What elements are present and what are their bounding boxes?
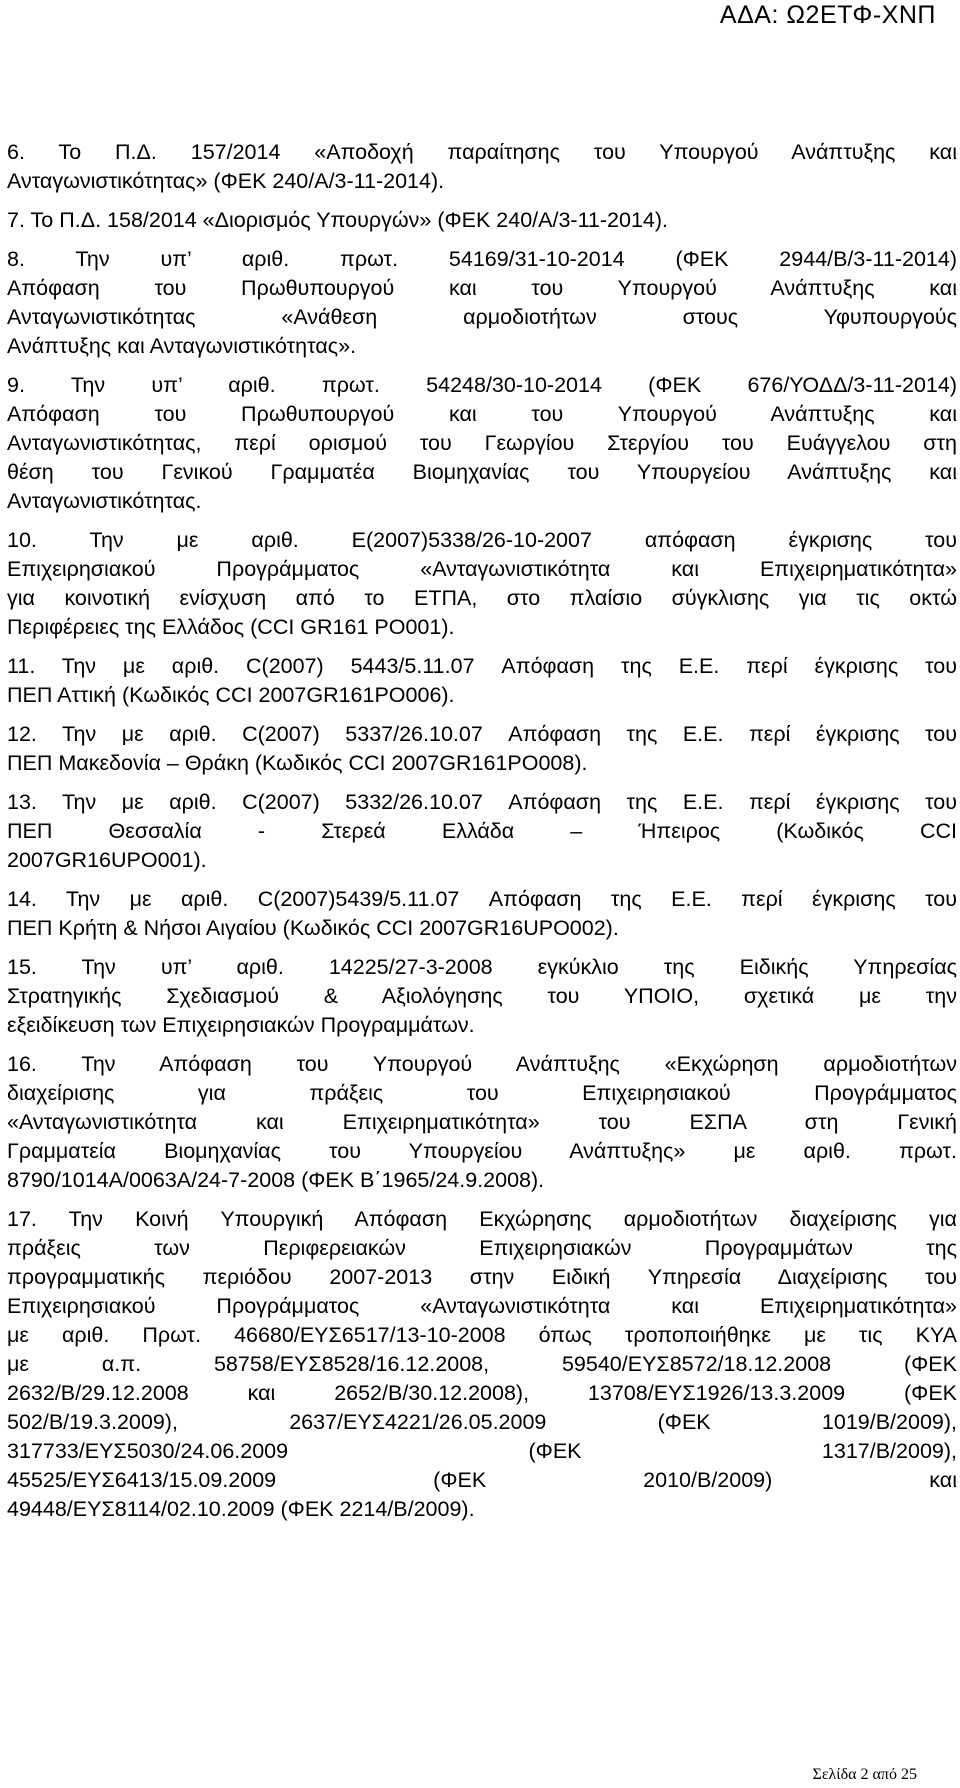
text-line: 17. Την Κοινή Υπουργική Απόφαση Εκχώρησης αρμοδιοτήτων διαχείρισης για [7, 1207, 957, 1231]
list-item [7, 953, 957, 1040]
list-item [7, 788, 957, 875]
text-line: θέση του Γενικού Γραμματέα Βιομηχανίας του Υπουργείου Ανάπτυξης και [7, 460, 957, 484]
text-line: Απόφαση του Πρωθυπουργού και του Υπουργού Ανάπτυξης και [7, 402, 957, 426]
text-line: 16. Την Απόφαση του Υπουργού Ανάπτυξης «Εκχώρηση αρμοδιοτήτων [7, 1052, 957, 1076]
text-line: Στρατηγικής Σχεδιασμού & Αξιολόγησης του ΥΠΟΙΟ, σχετικά με την [7, 984, 957, 1008]
document-body [7, 138, 957, 1534]
text-line: ΠΕΠ Μακεδονία – Θράκη (Κωδικός CCI 2007GR161PO008). [7, 751, 588, 775]
text-line: 45525/ΕΥΣ6413/15.09.2009 (ΦΕΚ 2010/Β/2009) και [7, 1468, 957, 1492]
text-line: 502/Β/19.3.2009), 2637/ΕΥΣ4221/26.05.2009 (ΦΕΚ 1019/Β/2009), [7, 1410, 957, 1434]
list-item [7, 1205, 957, 1524]
page-number: Σελίδα 2 από 25 [812, 1766, 917, 1783]
text-line: 2632/Β/29.12.2008 και 2652/Β/30.12.2008), 13708/ΕΥΣ1926/13.3.2009 (ΦΕΚ [7, 1381, 957, 1405]
text-line: Απόφαση του Πρωθυπουργού και του Υπουργού Ανάπτυξης και [7, 276, 957, 300]
list-item [7, 526, 957, 642]
text-line: 11. Την με αριθ. C(2007) 5443/5.11.07 Απόφαση της Ε.Ε. περί έγκρισης του [7, 654, 957, 678]
text-line: Επιχειρησιακού Προγράμματος «Ανταγωνιστικότητα και Επιχειρηματικότητα» [7, 1294, 957, 1318]
text-line: Ανταγωνιστικότητας. [7, 489, 202, 513]
ada-code: ΑΔΑ: Ω2ΕΤΦ-ΧΝΠ [719, 1, 936, 29]
list-item [7, 1050, 957, 1195]
list-item [7, 371, 957, 516]
text-line: «Ανταγωνιστικότητα και Επιχειρηματικότητα» του ΕΣΠΑ στη Γενική [7, 1110, 957, 1134]
text-line: για κοινοτική ενίσχυση από το ΕΤΠΑ, στο πλαίσιο σύγκλισης για τις οκτώ [7, 586, 957, 610]
list-item [7, 885, 957, 943]
text-line: Περιφέρειες της Ελλάδος (CCI GR161 PO001). [7, 615, 455, 639]
text-line: εξειδίκευση των Επιχειρησιακών Προγραμμάτων. [7, 1013, 475, 1037]
text-line: ΠΕΠ Κρήτη & Νήσοι Αιγαίου (Κωδικός CCI 2007GR16UPO002). [7, 916, 619, 940]
text-line: Ανάπτυξης και Ανταγωνιστικότητας». [7, 334, 357, 358]
list-item [7, 720, 957, 778]
text-line: 8. Την υπ’ αριθ. πρωτ. 54169/31-10-2014 (ΦΕΚ 2944/Β/3-11-2014) [7, 247, 957, 271]
text-line: 13. Την με αριθ. C(2007) 5332/26.10.07 Απόφαση της Ε.Ε. περί έγκρισης του [7, 790, 957, 814]
text-line: 317733/ΕΥΣ5030/24.06.2009 (ΦΕΚ 1317/Β/2009), [7, 1439, 957, 1463]
text-line: 6. Το Π.Δ. 157/2014 «Αποδοχή παραίτησης του Υπουργού Ανάπτυξης και [7, 140, 957, 164]
text-line: Ανταγωνιστικότητας «Ανάθεση αρμοδιοτήτων στους Υφυπουργούς [7, 305, 957, 329]
text-line: 49448/ΕΥΣ8114/02.10.2009 (ΦΕΚ 2214/Β/2009). [7, 1497, 475, 1521]
list-item [7, 652, 957, 710]
text-line: 9. Την υπ’ αριθ. πρωτ. 54248/30-10-2014 (ΦΕΚ 676/ΥΟΔΔ/3-11-2014) [7, 373, 957, 397]
text-line: πράξεις των Περιφερειακών Επιχειρησιακών Προγραμμάτων της [7, 1236, 957, 1260]
text-line: 8790/1014Α/0063Α/24-7-2008 (ΦΕΚ Β΄1965/24.9.2008). [7, 1168, 545, 1192]
list-item [7, 138, 957, 196]
text-line: διαχείρισης για πράξεις του Επιχειρησιακού Προγράμματος [7, 1081, 957, 1105]
text-line: 10. Την με αριθ. Ε(2007)5338/26-10-2007 απόφαση έγκρισης του [7, 528, 957, 552]
text-line: 14. Την με αριθ. C(2007)5439/5.11.07 Απόφαση της Ε.Ε. περί έγκρισης του [7, 887, 957, 911]
text-line: 12. Την με αριθ. C(2007) 5337/26.10.07 Απόφαση της Ε.Ε. περί έγκρισης του [7, 722, 957, 746]
text-line: 15. Την υπ’ αριθ. 14225/27-3-2008 εγκύκλιο της Ειδικής Υπηρεσίας [7, 955, 957, 979]
list-item [7, 245, 957, 361]
text-line: 2007GR16UPO001). [7, 848, 207, 872]
text-line: με αριθ. Πρωτ. 46680/ΕΥΣ6517/13-10-2008 όπως τροποποιήθηκε με τις ΚΥΑ [7, 1323, 957, 1347]
text-line: Ανταγωνιστικότητας» (ΦΕΚ 240/Α/3-11-2014). [7, 169, 445, 193]
text-line: Επιχειρησιακού Προγράμματος «Ανταγωνιστικότητα και Επιχειρηματικότητα» [7, 557, 957, 581]
text-line: 7. Το Π.Δ. 158/2014 «Διορισμός Υπουργών» (ΦΕΚ 240/Α/3-11-2014). [7, 208, 669, 232]
text-line: προγραμματικής περιόδου 2007-2013 στην Ειδική Υπηρεσία Διαχείρισης του [7, 1265, 957, 1289]
text-line: Γραμματεία Βιομηχανίας του Υπουργείου Ανάπτυξης» με αριθ. πρωτ. [7, 1139, 957, 1163]
text-line: με α.π. 58758/ΕΥΣ8528/16.12.2008, 59540/ΕΥΣ8572/18.12.2008 (ΦΕΚ [7, 1352, 957, 1376]
text-line: Ανταγωνιστικότητας, περί ορισμού του Γεωργίου Στεργίου του Ευάγγελου στη [7, 431, 957, 455]
text-line: ΠΕΠ Αττική (Κωδικός CCI 2007GR161PO006). [7, 683, 455, 707]
text-line: ΠΕΠ Θεσσαλία - Στερεά Ελλάδα – Ήπειρος (Κωδικός CCI [7, 819, 957, 843]
list-item [7, 206, 957, 235]
